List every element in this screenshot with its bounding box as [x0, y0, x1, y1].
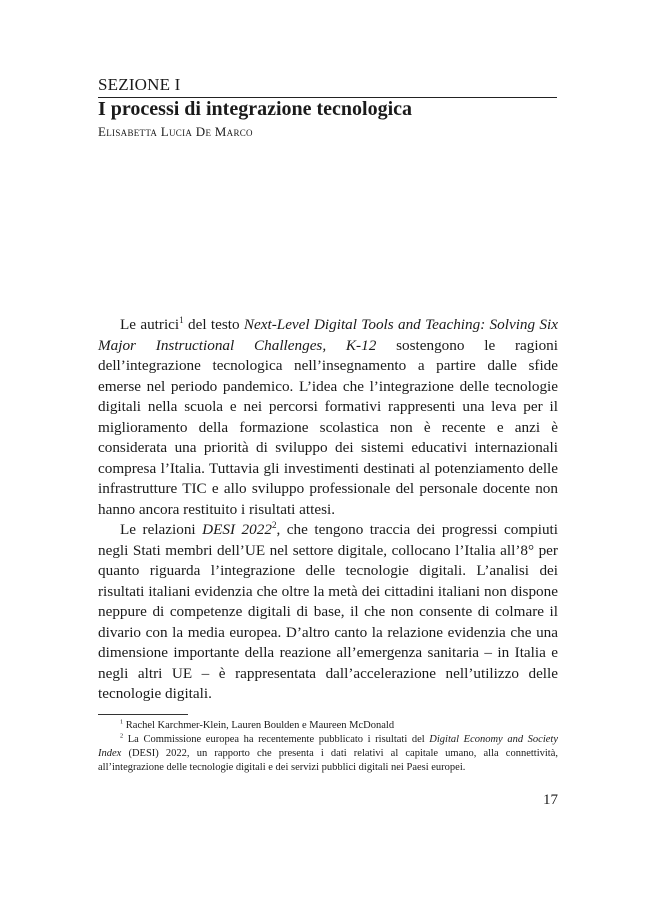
footnote-2 — [98, 733, 558, 775]
footnote-rule — [98, 714, 188, 715]
footnote-2-index-title: Digital Economy and Society Index — [98, 734, 558, 759]
footnote-1-text: Rachel Karchmer-Klein, Lauren Boulden e Maureen McDonald — [123, 720, 395, 731]
footnote-2-text-a: La Commissione europea ha recentemente pubblicato i risultati del — [123, 734, 430, 745]
footnote-2-number: 2 — [120, 732, 124, 740]
footnote-1 — [98, 719, 558, 733]
chapter-author: Elisabetta Lucia De Marco — [98, 124, 253, 139]
footnote-1-number: 1 — [120, 718, 124, 726]
page-number: 17 — [543, 792, 558, 808]
paragraph-2 — [98, 520, 558, 705]
footnotes — [98, 719, 558, 775]
paragraph-1 — [98, 315, 558, 520]
chapter-title: I processi di integrazione tecnologica — [98, 98, 413, 120]
p2-text-a: Le relazioni — [120, 521, 203, 538]
p1-text-c: sostengono le ragioni dell’integrazione tecnologica nell’insegnamento a partire dalle sfide emerse nel periodo pandemico. L’idea che l’integrazione delle tecnologie digitali nella scuola e nei percorsi formativi rappresenti una leva per il miglioramento della formazione scolastica non è recente e anzi è considerata una priorità di sviluppo dei sistemi educativi internazionali compresa l’Italia. Tuttavia gli investimenti destinati al potenziamento delle infrastrutture TIC e allo sviluppo professionale del personale docente non hanno ancora restituito i risultati attesi. — [98, 336, 558, 518]
p1-text-a: Le autrici — [120, 316, 180, 333]
footnote-ref-2: 2 — [271, 519, 277, 530]
section-label: SEZIONE I — [98, 75, 181, 94]
p1-text-b: del testo — [183, 316, 244, 333]
footnote-2-text-b: (DESI) 2022, un rapporto che presenta i dati relativi al capitale umano, alla connettività, all’integrazione delle tecnologie digitali e dei servizi pubblici digitali nei Paesi europei. — [98, 748, 558, 773]
body-text — [98, 315, 558, 705]
footnote-ref-1: 1 — [179, 314, 184, 325]
desi-report-title: DESI 2022 — [202, 521, 272, 538]
book-title: Next-Level Digital Tools and Teaching: Solving Six Major Instructional Challenges, K-12 — [98, 316, 558, 354]
p2-text-b: , che tengono traccia dei progressi compiuti negli Stati membri dell’UE nel settore digitale, collocano l’Italia all’8° per quanto riguarda l’integrazione delle tecnologie digitali. L’analisi dei risultati italiani evidenzia che oltre la metà dei cittadini italiani non dispone neppure di competenze digitali di base, il che non consente di colmare il divario con la media europea. D’altro canto la relazione evidenzia che una dimensione importante della reazione all’emergenza sanitaria – in Italia e negli altri UE – è rappresentata dall’accelerazione nell’utilizzo delle tecnologie digitali. — [98, 521, 558, 702]
